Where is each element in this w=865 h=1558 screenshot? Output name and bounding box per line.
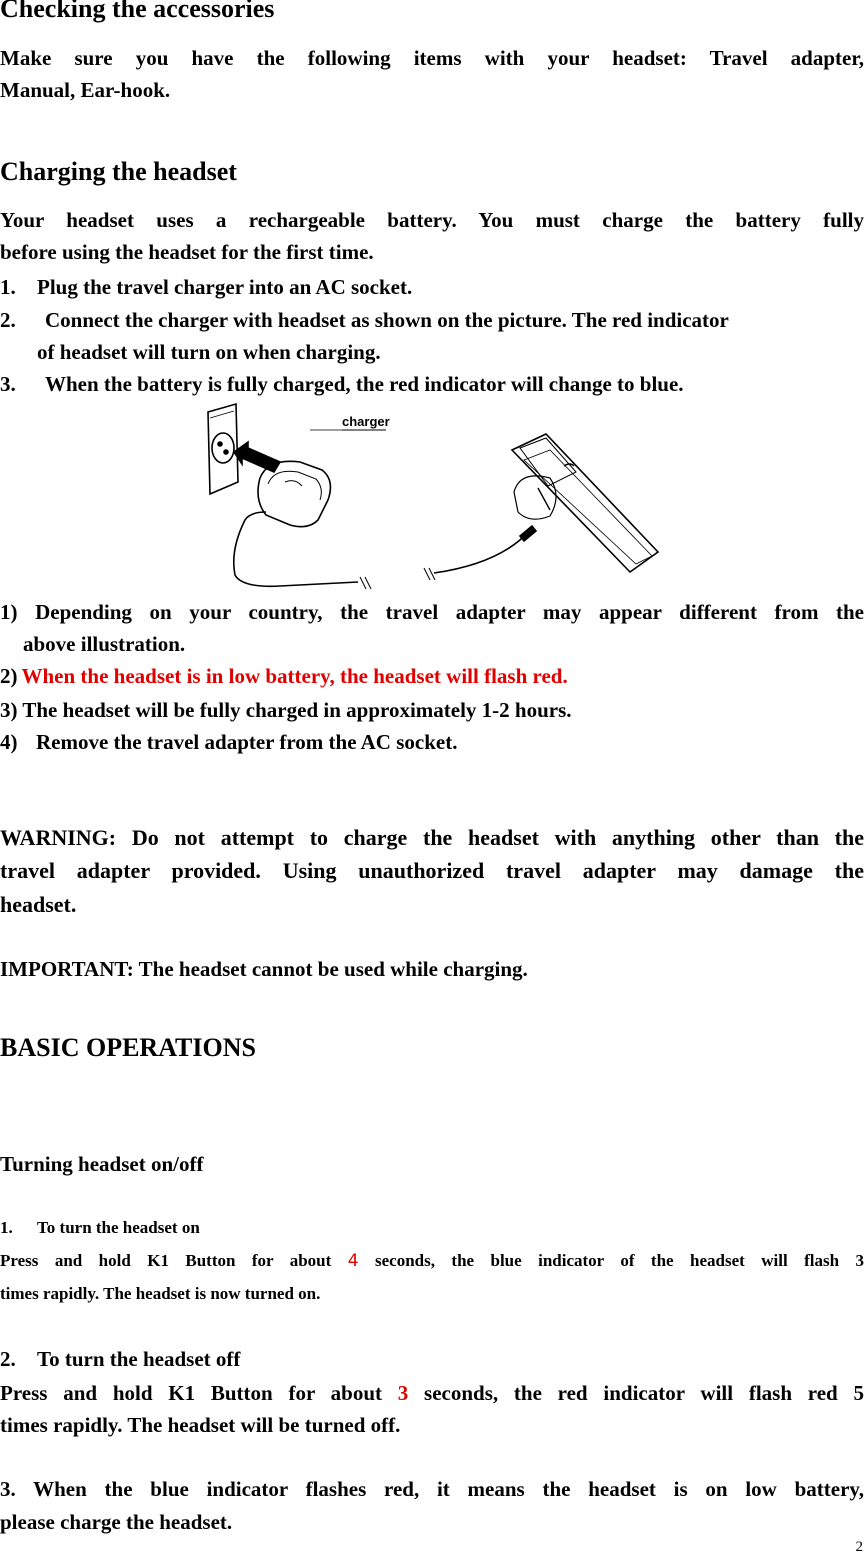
note-number: 2) [0,664,18,688]
note-number: 4) [0,730,18,754]
figure-label: charger [342,414,390,429]
basic-operations-heading: BASIC OPERATIONS [0,1033,256,1062]
charging-step-2-cont: of headset will turn on when charging. [37,340,381,364]
step-number: 1. [0,275,16,299]
warning-line-3: headset. [0,892,77,917]
important-note: IMPORTANT: The headset cannot be used while charging. [0,957,528,981]
step-number: 1. [0,1218,13,1237]
charging-intro-2: before using the headset for the first time. [0,240,374,264]
note-text: When the headset is in low battery, the headset will flash red. [21,664,568,688]
turning-on-off-subheading: Turning headset on/off [0,1152,204,1176]
accessories-line-1: Make sure you have the following items with your headset: Travel adapter, [0,46,864,70]
warning-line-1: WARNING: Do not attempt to charge the headset with anything other than the [0,825,864,850]
step-text: To turn the headset off [37,1347,241,1371]
charging-step-1 [0,271,412,303]
step-number: 2. [0,308,16,332]
charging-step-2 [0,304,864,336]
charging-illustration [190,400,670,595]
charging-note-2 [0,660,568,692]
text: Press and hold K1 Button for about [0,1251,348,1270]
charging-note-1 [0,596,864,628]
accessories-line-2: Manual, Ear-hook. [0,78,171,102]
accessories-heading: Checking the accessories [0,0,275,23]
step-text: Plug the travel charger into an AC socket. [37,275,413,299]
charging-note-3 [0,694,572,726]
warning-line-2: travel adapter provided. Using unauthorized travel adapter may damage the [0,858,864,883]
charging-step-3 [0,368,684,400]
step-text: When the battery is fully charged, the red indicator will change to blue. [45,372,684,396]
note-text: Depending on your country, the travel adapter may appear different from the [35,600,865,624]
seconds-value: 4 [347,1251,359,1271]
step-text: Connect the charger with headset as shown on the picture. The red indicator [45,308,729,332]
headset [512,434,658,572]
text: Press and hold K1 Button for about [0,1381,398,1405]
low-battery-line-2: please charge the headset. [0,1510,233,1534]
step-text: To turn the headset on [37,1218,200,1237]
note-text: Remove the travel adapter from the AC socket. [36,730,458,754]
charging-intro-1: Your headset uses a rechargeable battery. You must charge the battery fully [0,208,864,232]
turn-on-line-2: times rapidly. The headset is now turned on. [0,1284,321,1303]
turn-on-line-1 [0,1249,864,1273]
seconds-value: 3 [397,1381,409,1405]
charging-heading: Charging the headset [0,157,237,186]
page-number: 2 [855,1539,863,1555]
turn-off-line-1 [0,1377,864,1409]
step-number: 2. [0,1347,16,1371]
turn-off-line-2: times rapidly. The headset will be turned off. [0,1413,401,1437]
note-text: The headset will be fully charged in approximately 1-2 hours. [22,698,572,722]
note-number: 3) [0,698,18,722]
low-battery-line-1: 3. When the blue indicator flashes red, it means the headset is on low battery, [0,1477,864,1501]
charging-note-4 [0,726,457,758]
charging-note-1-cont: above illustration. [23,632,186,656]
turn-on-title [0,1216,200,1240]
text: seconds, the blue indicator of the headset will flash 3 [358,1251,864,1270]
note-number: 1) [0,600,18,624]
step-number: 3. [0,372,16,396]
insert-arrow-icon [234,442,280,472]
turn-off-title [0,1343,240,1375]
text: seconds, the red indicator will flash red 5 [408,1381,864,1405]
